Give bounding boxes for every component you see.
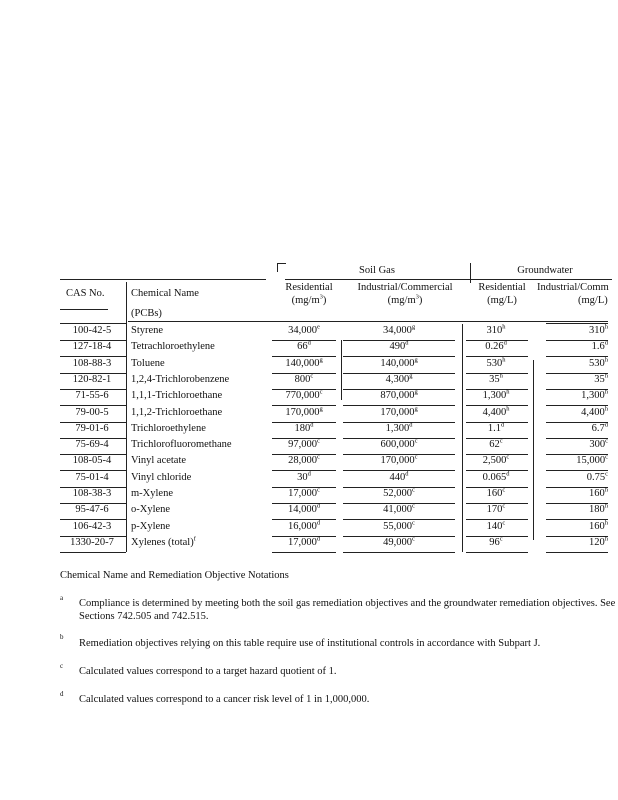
gw-industrial-cell: 120$^h$ — [589, 535, 608, 548]
cas-cell: 120-82-1 — [72, 373, 112, 385]
sg-industrial-header: Industrial/Commercial — [357, 282, 453, 293]
cas-cell: 127-18-4 — [72, 341, 112, 353]
footnote-mark: c — [502, 486, 506, 494]
footnote-mark: c — [316, 453, 320, 461]
footnote-mark: d — [316, 535, 321, 543]
sg-residential-cell: 17,000$^d$ — [287, 535, 321, 548]
footnote-mark: h — [604, 388, 608, 396]
footnote-mark: c — [316, 486, 320, 494]
soil-gas-group-header: Soil Gas — [359, 265, 395, 276]
footnote-mark: d — [604, 421, 608, 429]
gw-residential-cell: 140$^c$ — [486, 519, 506, 532]
column-divider — [533, 360, 534, 540]
sg-residential-cell: 16,000$^d$ — [287, 519, 321, 532]
body-top-rule-gw — [546, 323, 608, 324]
footnote-mark: e — [316, 323, 320, 331]
gw-industrial-header: Industrial/Comm — [537, 282, 609, 293]
sg-residential-cell: 170,000$^g$ — [285, 405, 323, 418]
sg-residential-cell: 17,000$^c$ — [288, 486, 320, 499]
gw-residential-cell: 0.26$^d$ — [485, 339, 507, 353]
footnote-mark: c — [414, 437, 418, 445]
footnote-mark: h — [604, 323, 608, 331]
footnote-mark: c — [316, 437, 320, 445]
cas-cell: 108-38-3 — [72, 488, 112, 499]
note-mark: a — [60, 594, 64, 602]
footnote-mark: g — [414, 388, 418, 396]
note-mark: d — [60, 690, 64, 698]
note-text: Calculated values correspond to a target hazard quotient of 1. — [79, 666, 337, 677]
footnote-mark: c — [506, 453, 510, 461]
footnote-mark: h — [604, 535, 608, 543]
gw-industrial-cell: 160$^h$ — [589, 519, 608, 532]
sg-industrial-cell: 870,000$^g$ — [380, 388, 418, 402]
cas-cell: 75-69-4 — [75, 439, 109, 451]
gw-industrial-cell: 180$^h$ — [589, 502, 608, 516]
footnote-mark: h — [502, 356, 506, 364]
gw-industrial-units: (mg/L) — [578, 295, 608, 306]
chemical-name-cell: Trichlorofluoromethane — [131, 439, 232, 451]
gw-residential-cell: 62$^c$ — [489, 437, 503, 451]
cas-cell: 108-05-4 — [72, 455, 112, 467]
gw-residential-cell: 1.1$^d$ — [487, 421, 505, 434]
sg-residential-cell: 34,000e — [288, 323, 320, 336]
footnote-mark: d — [604, 339, 608, 347]
gw-industrial-cell: 1,300$^h$ — [581, 388, 608, 402]
footnote-mark: c — [414, 453, 418, 461]
chemical-name-cell: Xylenes (total)$^f$ — [131, 535, 196, 548]
cas-cell: 108-88-3 — [72, 357, 112, 369]
cas-cell: 75-01-4 — [75, 471, 109, 483]
sg-industrial-cell: 440$^d$ — [389, 470, 409, 483]
sg-industrial-cell: 490$^d$ — [389, 339, 409, 353]
footnote-mark: h — [604, 486, 608, 494]
footnote-mark: c — [502, 502, 506, 510]
chemical-name-cell: 1,2,4-Trichlorobenzene — [131, 373, 230, 385]
sg-residential-cell: 66$^d$ — [297, 339, 311, 353]
sg-industrial-cell: 52,000$^c$ — [383, 486, 415, 499]
note-mark: c — [60, 662, 64, 670]
gw-residential-cell: 2,500$^c$ — [482, 453, 510, 467]
sg-industrial-cell: 170,000$^c$ — [380, 453, 418, 467]
gw-industrial-cell: 35$^h$ — [594, 372, 608, 385]
chemical-name-cell: Toluene — [131, 357, 165, 369]
header-corner-rule-vertical — [277, 263, 278, 272]
gw-industrial-cell: 160$^h$ — [589, 486, 608, 499]
footnote-mark: c — [605, 470, 608, 478]
header-corner-rule — [277, 263, 286, 264]
cas-no-header: CAS No. — [66, 288, 105, 299]
sg-residential-header: Residential — [285, 282, 333, 293]
note-text: Calculated values correspond to a cancer risk level of 1 in 1,000,000. — [79, 694, 370, 705]
cas-name-divider — [126, 282, 127, 552]
sg-industrial-cell: 4,300$^g$ — [385, 372, 413, 385]
footnote-mark: h — [604, 405, 608, 412]
sg-residential-cell: 14,000$^d$ — [287, 502, 321, 516]
gw-residential-cell: 160$^c$ — [486, 486, 506, 499]
footnote-mark: h — [506, 405, 510, 412]
chemical-name-cell: Vinyl acetate — [131, 455, 187, 467]
gw-industrial-cell: 6.7$^d$ — [591, 421, 608, 434]
footnote-mark: d — [405, 470, 409, 478]
sg-residential-cell: 770,000$^c$ — [285, 388, 323, 402]
row-rule — [546, 552, 608, 553]
column-divider — [341, 340, 342, 400]
header-sub-rule-cas — [60, 309, 108, 310]
sg-industrial-cell: 170,000$^g$ — [380, 405, 418, 418]
footnote-mark: h — [604, 502, 608, 510]
cas-cell: 79-00-5 — [75, 406, 109, 418]
footnote-mark: d — [405, 339, 409, 347]
row-rule — [60, 552, 126, 553]
footnote-mark: f — [193, 535, 196, 543]
header-top-rule-right — [285, 279, 612, 280]
row-rule — [272, 552, 336, 553]
column-divider — [462, 324, 463, 552]
footnote-mark: g — [319, 405, 323, 412]
gw-residential-cell: 0.065$^d$ — [482, 470, 510, 483]
cas-cell: 95-47-6 — [75, 504, 109, 516]
footnote-mark: c — [310, 372, 314, 380]
chemical-name-cell: 1,1,1-Trichloroethane — [131, 390, 223, 402]
group-divider — [470, 263, 471, 283]
cas-cell: 71-55-6 — [75, 390, 109, 402]
cas-cell: 79-01-6 — [75, 422, 109, 434]
footnote-mark: c — [502, 519, 506, 527]
footnote-mark: h — [604, 519, 608, 527]
gw-residential-cell: 530$^h$ — [486, 356, 506, 369]
row-rule — [343, 552, 455, 553]
chemical-name-cell: Styrene — [131, 325, 164, 336]
footnote-mark: d — [310, 421, 314, 429]
body-top-rule-cas — [60, 323, 126, 324]
gw-industrial-cell: 310$^h$ — [589, 323, 608, 336]
sg-residential-cell: 97,000$^c$ — [288, 437, 320, 451]
sg-industrial-cell: 41,000$^c$ — [383, 502, 415, 516]
footnote-mark: c — [605, 437, 608, 445]
header-top-rule-left — [60, 279, 266, 280]
footnote-mark: g — [414, 405, 418, 412]
gw-residential-units: (mg/L) — [487, 295, 517, 306]
footnote-mark: c — [605, 453, 608, 461]
gw-industrial-cell: 0.75$^c$ — [586, 470, 608, 483]
gw-residential-cell: 35$^h$ — [489, 372, 503, 385]
footnote-mark: d — [316, 519, 321, 527]
chemical-name-cell: Trichloroethylene — [131, 422, 206, 434]
footnote-mark: c — [411, 502, 415, 510]
footnote-mark: d — [506, 470, 510, 478]
chemical-name-cell: 1,1,2-Trichloroethane — [131, 406, 223, 418]
footnote-mark: h — [604, 356, 608, 364]
footnote-mark: d — [307, 339, 311, 347]
footnote-mark: h — [604, 372, 608, 380]
sg-residential-cell: 800$^c$ — [294, 372, 314, 385]
chemical-name-cell: o-Xylene — [131, 504, 171, 516]
cas-cell: 106-42-3 — [72, 520, 112, 532]
sg-residential-cell: 30$^d$ — [297, 470, 311, 483]
gw-industrial-cell: 1.6$^d$ — [591, 339, 608, 353]
sg-residential-units: $(mg/m^3)$ — [291, 293, 327, 306]
gw-residential-cell: 1,300$^h$ — [482, 388, 510, 402]
gw-industrial-cell: 4,400$^h$ — [581, 405, 608, 418]
footnote-mark: d — [316, 502, 321, 510]
chemical-name-header: Chemical Name — [131, 288, 199, 299]
header-bottom-rule — [128, 321, 608, 322]
chemical-name-cell: p-Xylene — [131, 520, 171, 532]
sg-residential-cell: 140,000$^g$ — [285, 356, 323, 369]
sg-industrial-cell: 55,000$^c$ — [383, 519, 415, 532]
footnote-mark: h — [499, 372, 503, 380]
footnote-mark: c — [499, 535, 503, 543]
sg-industrial-cell: 600,000$^c$ — [380, 437, 418, 451]
row-rule — [466, 552, 528, 553]
chemical-name-cell: Tetrachloroethylene — [131, 341, 215, 353]
sg-residential-cell: 28,000$^c$ — [288, 453, 320, 467]
cas-cell: 100-42-5 — [72, 325, 112, 336]
sg-industrial-cell: 49,000$^c$ — [383, 535, 415, 548]
gw-industrial-cell: 300$^c$ — [589, 437, 608, 451]
groundwater-group-header: Groundwater — [517, 265, 573, 276]
footnote-mark: g — [411, 323, 416, 331]
footnote-mark: c — [411, 535, 415, 543]
footnote-mark: d — [503, 339, 507, 347]
footnote-mark: g — [409, 372, 413, 380]
note-text: Remediation objectives relying on this table require use of institutional controls in accordance with Subpart J. — [79, 638, 541, 649]
footnote-mark: d — [500, 421, 505, 429]
sg-residential-cell: 180$^d$ — [294, 421, 314, 434]
note-text: Compliance is determined by meeting both the soil gas remediation objectives and the groundwater remediation objectives. See Sections 742.505 and 742.515. — [79, 598, 616, 622]
notes-heading: Chemical Name and Remediation Objective Notations — [60, 570, 289, 581]
pcbs-note: (PCBs) — [131, 308, 162, 319]
footnote-mark: d — [307, 470, 311, 478]
cas-cell: 1330-20-7 — [70, 536, 114, 548]
gw-residential-cell: 310$^h$ — [486, 323, 506, 336]
sg-industrial-cell: 1,300$^d$ — [385, 421, 413, 434]
gw-residential-header: Residential — [478, 282, 526, 293]
gw-residential-cell: 96$^c$ — [489, 535, 503, 548]
sg-industrial-cell: 34,000$^g$ — [382, 323, 416, 336]
gw-industrial-cell: 530$^h$ — [589, 356, 608, 369]
footnote-mark: g — [319, 356, 323, 364]
footnote-mark: c — [411, 486, 415, 494]
gw-residential-cell: 4,400$^h$ — [482, 405, 510, 418]
footnote-mark: d — [409, 421, 413, 429]
sg-industrial-units: $(mg/m^3)$ — [387, 293, 423, 306]
gw-industrial-cell: 15,000$^c$ — [576, 453, 608, 467]
footnote-mark: c — [499, 437, 503, 445]
chemical-name-cell: Vinyl chloride — [131, 471, 192, 483]
footnote-mark: g — [414, 356, 418, 364]
footnote-mark: h — [502, 323, 506, 331]
footnote-mark: h — [506, 388, 510, 396]
footnote-mark: c — [411, 519, 415, 527]
footnote-mark: c — [319, 388, 323, 396]
chemical-name-cell: m-Xylene — [131, 488, 173, 499]
sg-industrial-cell: 140,000$^g$ — [380, 356, 418, 369]
note-mark: b — [60, 633, 64, 641]
gw-residential-cell: 170$^c$ — [486, 502, 506, 516]
